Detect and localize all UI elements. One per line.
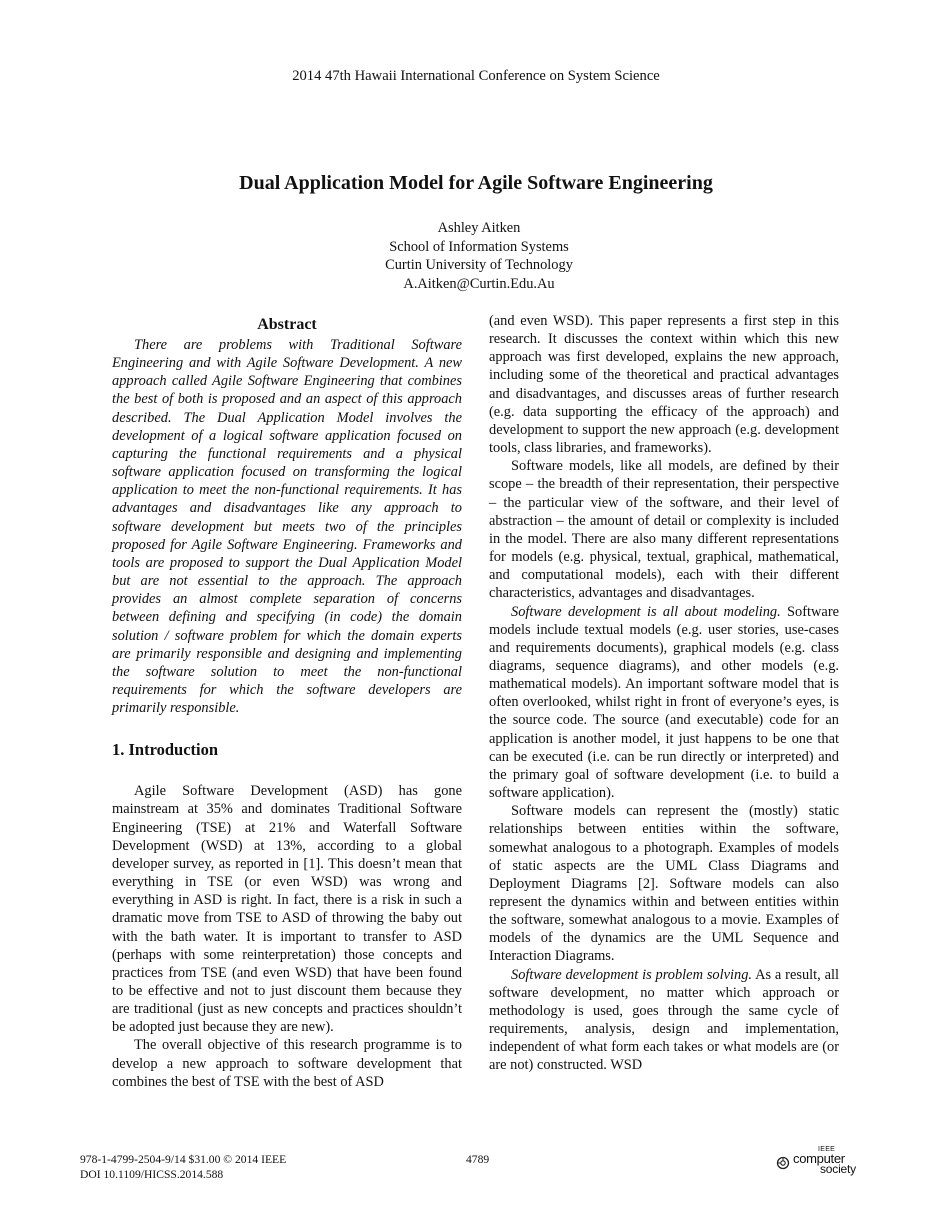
- page-number: 4789: [466, 1153, 490, 1166]
- right-paragraph-5: [489, 966, 839, 1075]
- paragraph-3-body: Software models include textual models (e.g. user stories, use-cases and requirements documents), graphical models (e.g. class diagrams, sequence diagrams), and other models (e.g. mathematical models). An important software model that is often overlooked, whilst right in front of everyone’s eyes, is the source code. The source (and executable) code for an application is another model, it just happens to be one that can be executed (i.e. can be run directly or interpreted) and the primary goal of software development (i.e. to build a software application).: [489, 603, 839, 802]
- author-school: School of Information Systems: [389, 238, 569, 255]
- right-paragraph-4: Software models can represent the (mostly) static relationships between entities within the software, somewhat analogous to a photograph. Examples of models of static aspects are the UML Class Diagrams and Deployment Diagrams [2]. Software models can also represent the dynamics within and between entities within the software, somewhat analogous to a movie. Examples of models of the dynamics are the UML Sequence and Interaction Diagrams.: [489, 803, 839, 965]
- author-university: Curtin University of Technology: [385, 257, 573, 273]
- paper-title: Dual Application Model for Agile Software Engineering: [239, 172, 713, 194]
- footer-doi: DOI 10.1109/HICSS.2014.588: [80, 1168, 224, 1181]
- logo-society-text: society: [820, 1162, 856, 1176]
- paragraph-3-lead: Software development is all about modeling.: [511, 603, 781, 620]
- author-email: A.Aitken@Curtin.Edu.Au: [403, 275, 555, 292]
- logo-ieee-text: IEEE: [818, 1146, 836, 1153]
- paragraph-5-lead: Software development is problem solving.: [511, 966, 752, 983]
- right-paragraph-1: (and even WSD). This paper represents a first step in this research. It discusses the context within which this new approach was first developed, explains the new approach, including some of the theoretical and practical advantages and disadvantages, and discusses areas of further research (e.g. data supporting the efficacy of the approach) and development to support the new approach (e.g. development tools, class libraries, and frameworks).: [489, 313, 839, 457]
- footer-isbn: 978-1-4799-2504-9/14 $31.00 © 2014 IEEE: [80, 1153, 287, 1166]
- left-column: [112, 314, 462, 1091]
- conference-header: 2014 47th Hawaii International Conference on System Science: [292, 68, 660, 84]
- logo-computer-text: computer: [793, 1151, 845, 1166]
- intro-paragraph-1: Agile Software Development (ASD) has gone mainstream at 35% and dominates Traditional Software Engineering (TSE) at 21% and Waterfall Software Development (WSD) at 13%, according to a global developer survey, as reported in [1]. This doesn’t mean that everything in TSE (or even WSD) was wrong and everything in ASD is right. In fact, there is a risk in such a dramatic move from TSE to ASD of throwing the baby out with the bath water. It is important to transfer to ASD (perhaps with some reinterpretation) those concepts and practices from TSE (and even WSD) that have been found to be effective and not to just discount them because they are traditional (just as new concepts and practices shouldn’t be adopted just because they are new).: [112, 783, 462, 1036]
- author-name: Ashley Aitken: [437, 220, 521, 236]
- ieee-computer-society-logo: [776, 1146, 866, 1180]
- footer-publication-info: [80, 1152, 286, 1182]
- introduction-heading: 1. Introduction: [112, 740, 219, 760]
- author-block: [0, 219, 952, 293]
- right-paragraph-3: [489, 603, 839, 803]
- right-paragraph-2: Software models, like all models, are defined by their scope – the breadth of their representation, their perspective – the particular view of the software, and their level of abstraction – the amount of detail or complexity is included in the model. There are also many different representations for models (e.g. physical, textual, graphical, mathematical, and computational models), each with their different characteristics, advantages and disadvantages.: [489, 458, 839, 602]
- abstract-text: There are problems with Traditional Software Engineering and with Agile Software Development. A new approach called Agile Software Engineering that combines the best of both is proposed and an aspect of this approach described. The Dual Application Model involves the development of a logical software application focused on capturing the functional requirements and a physical software application focused on transforming the logical application to meet the non-functional requirements. It has advantages and disadvantages like any approach to software development but meets two of the principles proposed for Agile Software Engineering. Frameworks and tools are proposed to support the Dual Application Model but are not essential to the approach. The approach provides an almost complete separation of concerns between defining and specifying (in code) the domain solution / software problem for which the domain experts are primarily responsible and designing and implementing the software solution to meet the non-functional requirements for which the software developers are primarily responsible.: [112, 337, 462, 717]
- computer-society-logo-mark-icon: [776, 1156, 790, 1170]
- intro-paragraph-2: The overall objective of this research programme is to develop a new approach to software development that combines the best of TSE with the best of ASD: [112, 1037, 462, 1090]
- right-column: [489, 312, 839, 1075]
- abstract-heading: Abstract: [257, 316, 317, 333]
- paragraph-5-body: As a result, all software development, no matter which approach or methodology is used, goes through the same cycle of requirements, analysis, design and implementation, independent of what form each takes or what models are (or are not) constructed. WSD: [489, 966, 839, 1074]
